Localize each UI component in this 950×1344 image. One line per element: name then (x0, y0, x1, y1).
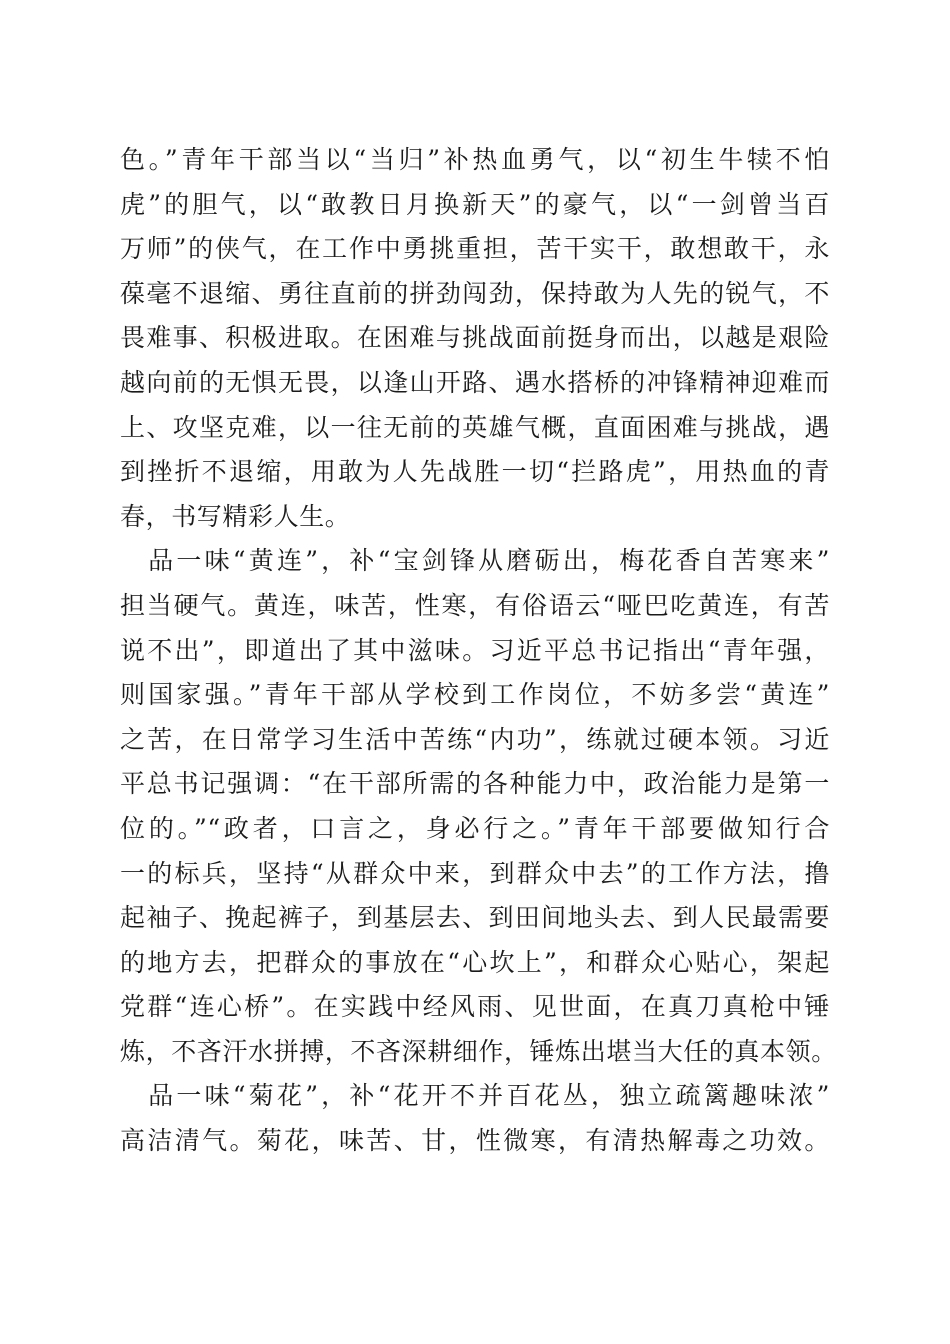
text-line: 品一味“黄连”，补“宝剑锋从磨砺出，梅花香自苦寒来” (120, 546, 830, 576)
text-line: 起袖子、挽起裤子，到基层去、到田间地头去、到人民最需要 (120, 903, 830, 933)
text-line: 到挫折不退缩，用敢为人先战胜一切“拦路虎”，用热血的青 (120, 457, 830, 487)
text-line: 之苦，在日常学习生活中苦练“内功”，练就过硬本领。习近 (120, 724, 830, 754)
text-line: 春，书写精彩人生。 (120, 501, 351, 531)
text-line: 越向前的无惧无畏，以逢山开路、遇水搭桥的冲锋精神迎难而 (120, 367, 830, 397)
text-line: 高洁清气。菊花，味苦、甘，性微寒，有清热解毒之功效。 (120, 1126, 830, 1156)
document-body (120, 138, 837, 1164)
text-line: 担当硬气。黄连，味苦，性寒，有俗语云“哑巴吃黄连，有苦 (120, 590, 830, 620)
text-line: 葆毫不退缩、勇往直前的拼劲闯劲，保持敢为人先的锐气，不 (120, 278, 830, 308)
text-line: 畏难事、积极进取。在困难与挑战面前挺身而出，以越是艰险 (120, 323, 830, 353)
text-line: 的地方去，把群众的事放在“心坎上”，和群众心贴心，架起 (120, 947, 830, 977)
text-line: 品一味“菊花”，补“花开不并百花丛，独立疏篱趣味浓” (120, 1081, 830, 1111)
text-line: 一的标兵，坚持“从群众中来，到群众中去”的工作方法，撸 (120, 858, 830, 888)
text-line: 党群“连心桥”。在实践中经风雨、见世面，在真刀真枪中锤 (120, 992, 830, 1022)
text-line: 色。”青年干部当以“当归”补热血勇气，以“初生牛犊不怕 (120, 145, 830, 174)
text-line: 则国家强。”青年干部从学校到工作岗位，不妨多尝“黄连” (120, 680, 830, 710)
text-line: 平总书记强调：“在干部所需的各种能力中，政治能力是第一 (120, 769, 830, 799)
text-line: 虎”的胆气，以“敢教日月换新天”的豪气，以“一剑曾当百 (120, 189, 830, 219)
text-line: 炼，不吝汗水拼搏，不吝深耕细作，锤炼出堪当大任的真本领。 (120, 1036, 837, 1066)
text-line: 万师”的侠气，在工作中勇挑重担，苦干实干，敢想敢干，永 (120, 234, 830, 264)
text-line: 上、攻坚克难，以一往无前的英雄气概，直面困难与挑战，遇 (120, 412, 830, 442)
text-line: 说不出”，即道出了其中滋味。习近平总书记指出“青年强， (120, 635, 830, 665)
text-line: 位的。”“政者，口言之，身必行之。”青年干部要做知行合 (120, 813, 830, 843)
